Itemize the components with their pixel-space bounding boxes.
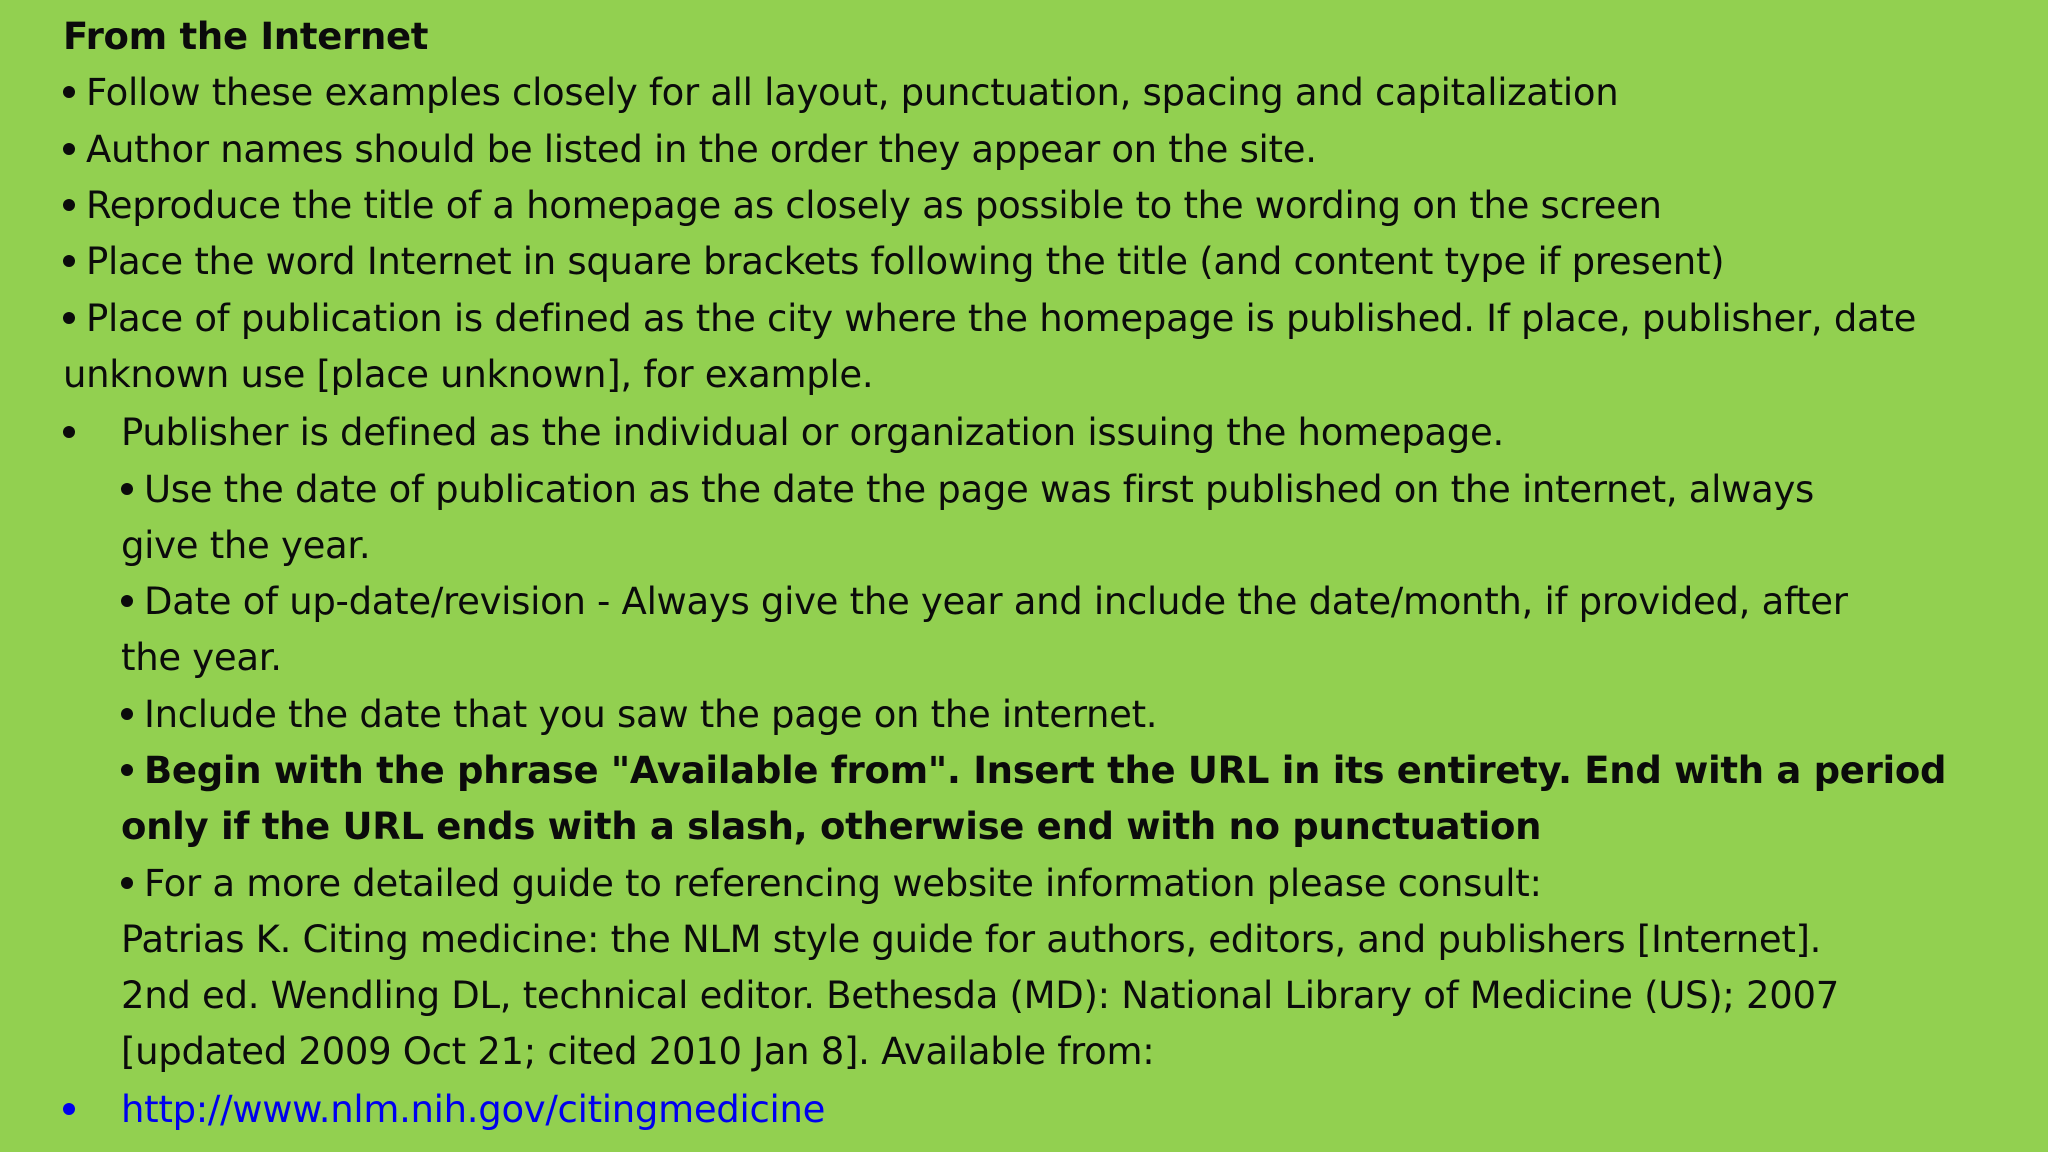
citation-line: [updated 2009 Oct 21; cited 2010 Jan 8]. Available from: [121, 1030, 1155, 1073]
bullet-text: Date of up-date/revision - Always give the year and include the date/month, if provided, after [144, 580, 1848, 623]
bullet-dot-icon [63, 199, 75, 211]
bullet-dot-icon [63, 312, 75, 324]
sub-bullet-item [121, 574, 1848, 630]
bullet-dot-icon [121, 595, 133, 607]
bullet-item [63, 234, 1724, 290]
bullet-text: Place the word Internet in square brackets following the title (and content type if present) [86, 240, 1725, 283]
slide-heading: From the Internet [63, 15, 429, 58]
bullet-dot-icon [121, 764, 133, 776]
sub-bullet-item [121, 462, 1814, 518]
bullet-continuation: only if the URL ends with a slash, otherwise end with no punctuation [121, 805, 1542, 848]
sub-bullet-item [121, 687, 1157, 743]
bullet-dot-icon [121, 483, 133, 495]
bullet-text: For a more detailed guide to referencing website information please consult: [144, 862, 1542, 905]
citation-line: 2nd ed. Wendling DL, technical editor. Bethesda (MD): National Library of Medicine (US); 2007 [121, 974, 1839, 1017]
sub-bullet-item [121, 743, 1946, 799]
bullet-item [63, 65, 1618, 121]
bullet-dot-icon [121, 877, 133, 889]
bullet-text: Begin with the phrase "Available from". Insert the URL in its entirety. End with a period [144, 749, 1947, 792]
bullet-dot-icon [63, 426, 75, 438]
citation-line: Patrias K. Citing medicine: the NLM style guide for authors, editors, and publishers [Internet]. [121, 918, 1822, 961]
bullet-text: Place of publication is defined as the city where the homepage is published. If place, publisher, date [86, 297, 1917, 340]
bullet-item [63, 405, 86, 461]
bullet-item [63, 178, 1662, 234]
bottom-border [0, 1148, 2048, 1152]
bullet-text: Include the date that you saw the page on the internet. [144, 693, 1158, 736]
bullet-dot-icon [63, 143, 75, 155]
bullet-text: Author names should be listed in the order they appear on the site. [86, 128, 1317, 171]
bullet-item [63, 122, 1317, 178]
citing-medicine-link[interactable]: http://www.nlm.nih.gov/citingmedicine [121, 1088, 826, 1131]
bullet-text: Reproduce the title of a homepage as closely as possible to the wording on the screen [86, 184, 1662, 227]
bullet-item [63, 291, 1916, 347]
url-bullet [63, 1082, 86, 1138]
bullet-dot-icon [63, 86, 75, 98]
bullet-continuation: the year. [121, 636, 282, 679]
bullet-text: Follow these examples closely for all layout, punctuation, spacing and capitalization [86, 71, 1619, 114]
sub-bullet-item [121, 856, 1542, 912]
bullet-text: Publisher is defined as the individual or organization issuing the homepage. [121, 411, 1504, 454]
bullet-text: Use the date of publication as the date the page was first published on the internet, always [144, 468, 1815, 511]
bullet-dot-icon [121, 708, 133, 720]
bullet-continuation: unknown use [place unknown], for example. [63, 353, 874, 396]
bullet-dot-icon [63, 1103, 75, 1115]
bullet-continuation: give the year. [121, 524, 371, 567]
bullet-dot-icon [63, 255, 75, 267]
